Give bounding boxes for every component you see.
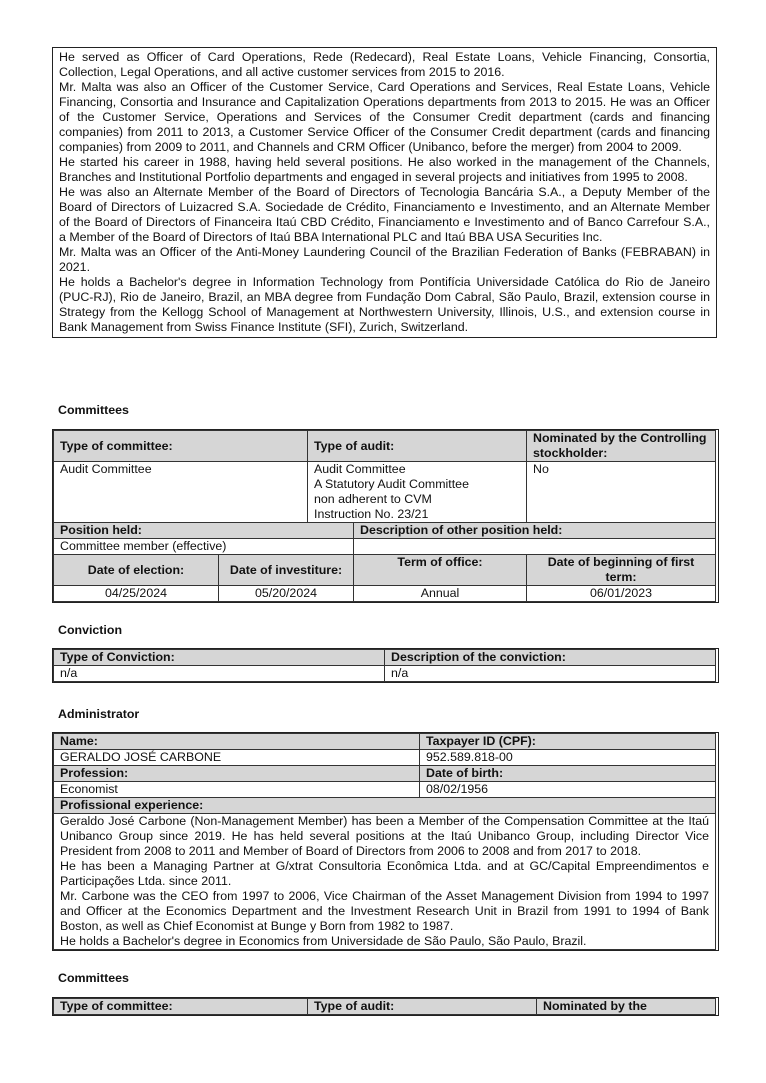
other-position-value xyxy=(354,539,716,555)
header-first-term: Date of beginning of first term: xyxy=(527,555,716,586)
header-nominated: Nominated by the Controlling stockholder: xyxy=(527,431,716,462)
professional-experience-text xyxy=(52,47,717,338)
header-nominated: Nominated by the xyxy=(537,999,716,1015)
experience-paragraph: He has been a Managing Partner at G/xtrat Consultoria Econômica Ltda. and at GC/Capital Empreendimentos e Participações Ltda. since 2011. xyxy=(60,859,709,888)
position-held-value: Committee member (effective) xyxy=(54,539,354,555)
header-cpf: Taxpayer ID (CPF): xyxy=(420,734,716,750)
bio-paragraph: He served as Officer of Card Operations, Rede (Redecard), Real Estate Loans, Vehicle Financing, Consortia, Collection, Legal Operations, and all active customer services from 2015 to 2016. xyxy=(59,50,710,79)
header-type-of-conviction: Type of Conviction: xyxy=(54,650,385,666)
conviction-heading: Conviction xyxy=(58,623,123,637)
experience-paragraph: He holds a Bachelor's degree in Economics from Universidade de São Paulo, São Paulo, Brazil. xyxy=(60,934,587,948)
header-position-held: Position held: xyxy=(54,523,354,539)
header-date-of-election: Date of election: xyxy=(54,555,219,586)
date-of-investiture-value: 05/20/2024 xyxy=(219,586,354,602)
audit-line-1: Audit Committee xyxy=(314,462,406,476)
cpf-value: 952.589.818-00 xyxy=(420,750,716,766)
committees-table xyxy=(52,429,719,603)
bio-paragraph: He was also an Alternate Member of the Board of Directors of Tecnologia Bancária S.A., a Deputy Member of the Board of Directors of Luizacred S.A. Sociedade de Crédito, Financiamento e Investimento, and an Alternate Member of the Board of Directors of Financeira Itaú CBD Crédito, Financiamento e Investimento and of Banco Carrefour S.A., a Member of the Board of Directors of Itaú BBA International PLC and Itaú BBA USA Securities Inc. xyxy=(59,185,710,244)
name-value: GERALDO JOSÉ CARBONE xyxy=(54,750,420,766)
date-of-election-value: 04/25/2024 xyxy=(54,586,219,602)
term-of-office-value: Annual xyxy=(354,586,527,602)
type-of-conviction-value: n/a xyxy=(54,666,385,682)
header-type-of-committee: Type of committee: xyxy=(54,999,308,1015)
audit-line-2: A Statutory Audit Committee non adherent to CVM Instruction No. 23/21 xyxy=(314,477,469,521)
committees-table-2 xyxy=(52,997,719,1016)
header-type-of-audit: Type of audit: xyxy=(308,431,527,462)
header-date-of-birth: Date of birth: xyxy=(420,766,716,782)
header-conviction-description: Description of the conviction: xyxy=(385,650,716,666)
type-of-committee-value: Audit Committee xyxy=(54,462,308,523)
experience-paragraph: Mr. Carbone was the CEO from 1997 to 2006, Vice Chairman of the Asset Management Division from 1994 to 1997 and Officer at the Economics Department and the Investment Research Unit in Brazil from 1991 to 1994 of Bank Boston, as well as Chief Economist at Bunge y Born from 1982 to 1987. xyxy=(60,889,709,933)
header-term-of-office: Term of office: xyxy=(354,555,527,586)
committees-heading: Committees xyxy=(58,403,129,417)
header-profession: Profession: xyxy=(54,766,420,782)
conviction-table xyxy=(52,648,719,683)
bio-paragraph: Mr. Malta was also an Officer of the Customer Service, Card Operations and Services, Real Estate Loans, Vehicle Financing, Consortia and Insurance and Capitalization Operations departments from 2013 to 2015. He was an Officer of the Customer Service, Operations and Services of the Consumer Credit department (cards and financing companies) from 2011 to 2013, a Customer Service Officer of the Consumer Credit department (cards and financing companies) from 2009 to 2011, and Channels and CRM Officer (Unibanco, before the merger) from 2004 to 2009. xyxy=(59,80,710,154)
header-type-of-committee: Type of committee: xyxy=(54,431,308,462)
nominated-value: No xyxy=(527,462,716,523)
header-other-position: Description of other position held: xyxy=(354,523,716,539)
date-of-birth-value: 08/02/1956 xyxy=(420,782,716,798)
first-term-value: 06/01/2023 xyxy=(527,586,716,602)
profession-value: Economist xyxy=(54,782,420,798)
experience-paragraph: Geraldo José Carbone (Non-Management Member) has been a Member of the Compensation Committee at the Itaú Unibanco Group since 2019. He has held several positions at the Itaú Unibanco Group, including Director Vice President from 2008 to 2011 and Member of Board of Directors from 2006 to 2008 and from 2017 to 2018. xyxy=(60,814,709,858)
conviction-description-value: n/a xyxy=(385,666,716,682)
header-name: Name: xyxy=(54,734,420,750)
header-date-of-investiture: Date of investiture: xyxy=(219,555,354,586)
professional-experience-value xyxy=(54,814,716,950)
header-type-of-audit: Type of audit: xyxy=(308,999,537,1015)
administrator-heading: Administrator xyxy=(58,707,140,721)
bio-paragraph: He started his career in 1988, having held several positions. He also worked in the management of the Channels, Branches and Institutional Portfolio departments and engaged in several projects and initiatives from 1995 to 2008. xyxy=(59,155,710,184)
bio-paragraph: Mr. Malta was an Officer of the Anti-Money Laundering Council of the Brazilian Federation of Banks (FEBRABAN) in 2021. xyxy=(59,245,710,274)
bio-paragraph: He holds a Bachelor's degree in Information Technology from Pontifícia Universidade Católica do Rio de Janeiro (PUC-RJ), Rio de Janeiro, Brazil, an MBA degree from Fundação Dom Cabral, São Paulo, Brazil, extension course in Strategy from the Kellogg School of Management at Northwestern University, Illinois, U.S., and extension course in Bank Management from Swiss Finance Institute (SFI), Zurich, Switzerland. xyxy=(59,275,710,334)
committees-heading-2: Committees xyxy=(58,971,129,985)
header-professional-experience: Profissional experience: xyxy=(54,798,716,814)
administrator-table xyxy=(52,732,719,951)
type-of-audit-value xyxy=(308,462,527,523)
